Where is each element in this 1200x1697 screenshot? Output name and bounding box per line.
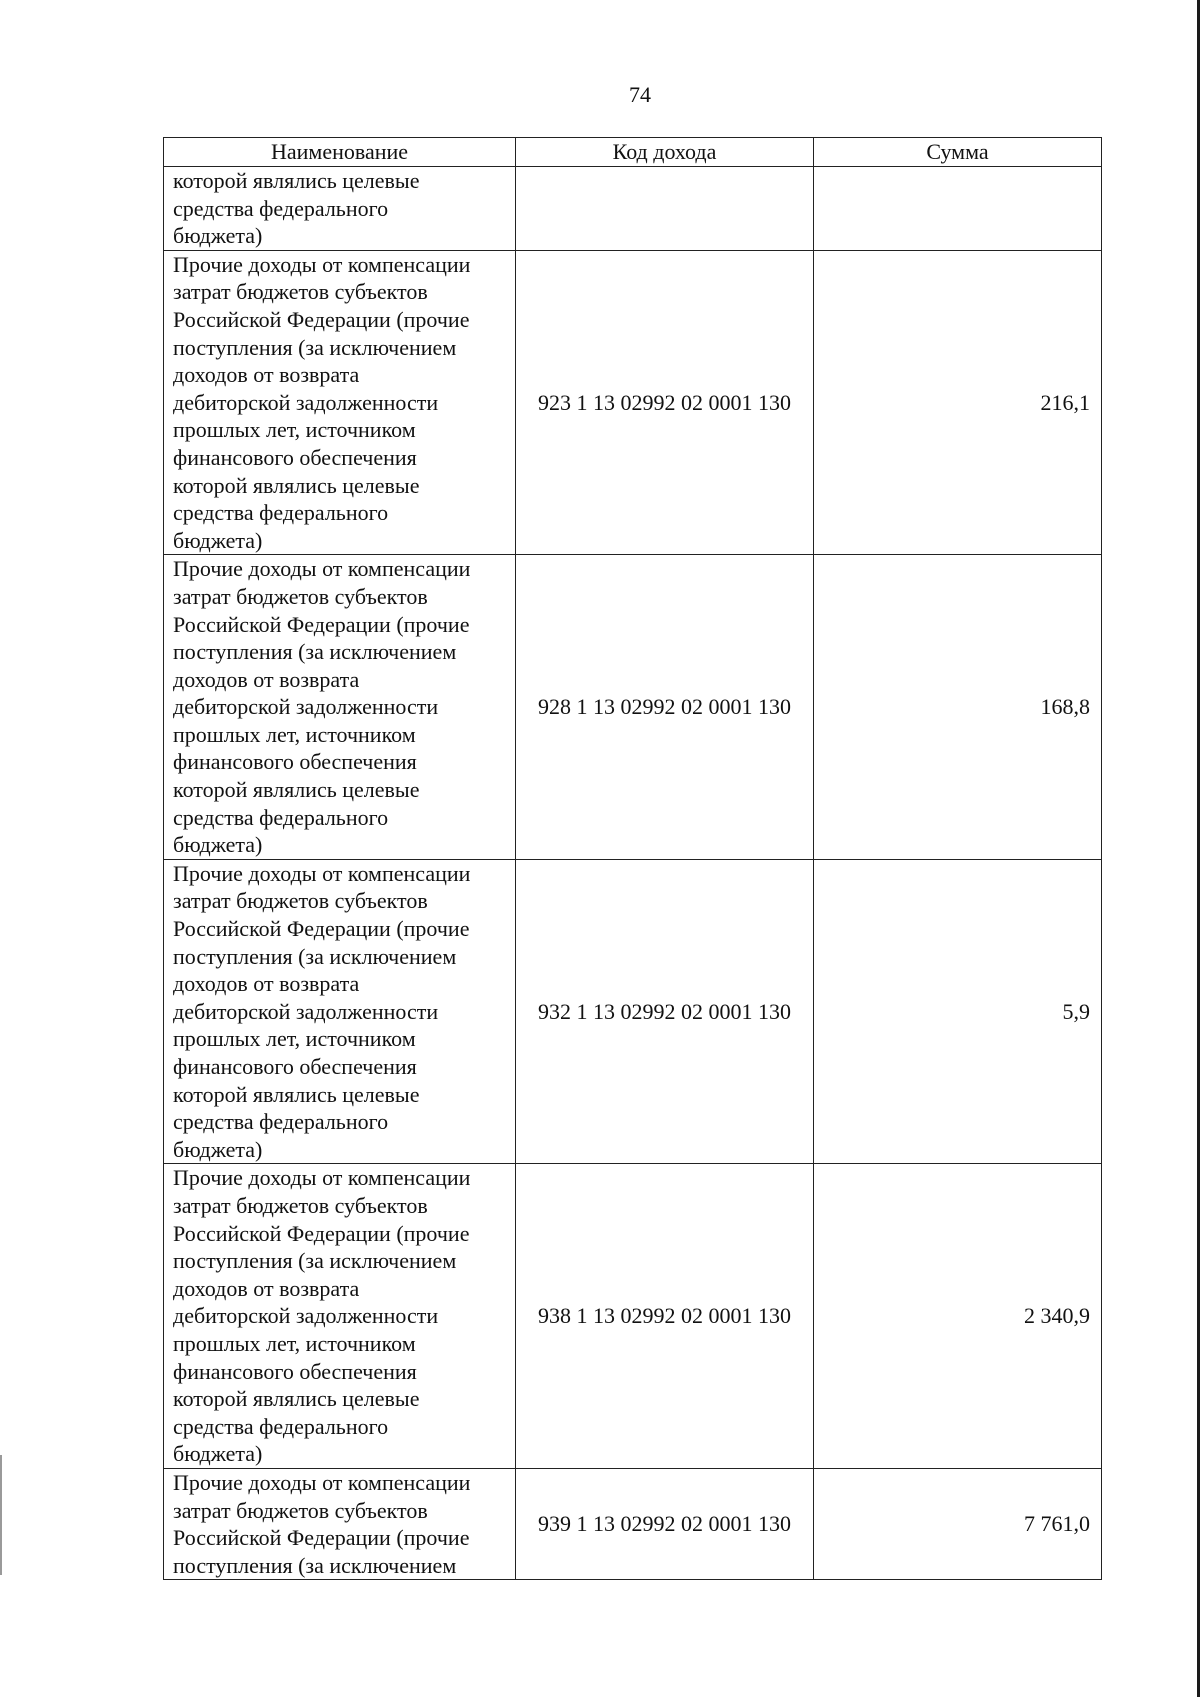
income-name-line: Российской Федерации (прочие xyxy=(173,1525,470,1551)
income-name-line: средства федерального xyxy=(173,500,389,526)
income-name-line: бюджета) xyxy=(173,527,263,553)
income-name-line: которой являлись целевые xyxy=(173,1386,420,1412)
income-name-cell xyxy=(164,1468,516,1579)
table-header-row xyxy=(164,138,1102,167)
income-code-cell: 939 1 13 02992 02 0001 130 xyxy=(516,1468,814,1579)
income-code-cell xyxy=(516,167,814,251)
table-row xyxy=(164,555,1102,860)
income-name-line: дебиторской задолженности xyxy=(173,694,439,720)
income-name-line: средства федерального xyxy=(173,1109,389,1135)
income-name-line: поступления (за исключением xyxy=(173,334,457,360)
income-name-line: средства федерального xyxy=(173,804,389,830)
page-number: 74 xyxy=(629,82,651,107)
income-name-line: Российской Федерации (прочие xyxy=(173,611,470,637)
income-name-line: Прочие доходы от компенсации xyxy=(173,556,471,582)
income-name-line: затрат бюджетов субъектов xyxy=(173,888,428,914)
income-name-line: которой являлись целевые xyxy=(173,777,420,803)
table-row xyxy=(164,1468,1102,1579)
income-name-cell xyxy=(164,859,516,1164)
income-sum-cell: 168,8 xyxy=(814,555,1102,860)
income-name-line: затрат бюджетов субъектов xyxy=(173,279,428,305)
income-name-line: бюджета) xyxy=(173,223,263,249)
income-name-cell xyxy=(164,167,516,251)
income-name-line: доходов от возврата xyxy=(173,666,360,692)
income-name-line: финансового обеспечения xyxy=(173,1358,417,1384)
income-name-line: доходов от возврата xyxy=(173,971,360,997)
income-table xyxy=(163,137,1102,1580)
income-name-line: доходов от возврата xyxy=(173,1275,360,1301)
income-name-line: бюджета) xyxy=(173,1136,263,1162)
income-name-line: поступления (за исключением xyxy=(173,639,457,665)
income-name-line: Прочие доходы от компенсации xyxy=(173,251,471,277)
income-name-line: прошлых лет, источником xyxy=(173,1026,416,1052)
income-code-cell: 928 1 13 02992 02 0001 130 xyxy=(516,555,814,860)
income-name-line: прошлых лет, источником xyxy=(173,1330,416,1356)
income-name-line: доходов от возврата xyxy=(173,362,360,388)
income-name-line: бюджета) xyxy=(173,832,263,858)
income-name-line: бюджета) xyxy=(173,1441,263,1467)
table-row xyxy=(164,1164,1102,1469)
income-name-line: которой являлись целевые xyxy=(173,1081,420,1107)
header-sum: Сумма xyxy=(814,138,1102,167)
income-name-line: поступления (за исключением xyxy=(173,943,457,969)
income-name-line: затрат бюджетов субъектов xyxy=(173,583,428,609)
income-code-cell: 923 1 13 02992 02 0001 130 xyxy=(516,250,814,555)
income-sum-cell: 5,9 xyxy=(814,859,1102,1164)
income-name-line: дебиторской задолженности xyxy=(173,1303,439,1329)
income-name-line: Прочие доходы от компенсации xyxy=(173,1469,471,1495)
income-name-cell xyxy=(164,250,516,555)
income-name-line: которой являлись целевые xyxy=(173,168,420,193)
income-name-line: прошлых лет, источником xyxy=(173,721,416,747)
income-name-line: поступления (за исключением xyxy=(173,1248,457,1274)
income-name-line: поступления (за исключением xyxy=(173,1552,457,1578)
income-name-line: финансового обеспечения xyxy=(173,1054,417,1079)
income-name-cell xyxy=(164,1164,516,1469)
income-name-line: Российской Федерации (прочие xyxy=(173,916,470,942)
income-sum-cell xyxy=(814,167,1102,251)
income-name-line: средства федерального xyxy=(173,195,389,221)
income-name-line: затрат бюджетов субъектов xyxy=(173,1192,428,1218)
income-sum-cell: 216,1 xyxy=(814,250,1102,555)
income-sum-cell: 2 340,9 xyxy=(814,1164,1102,1469)
table-row xyxy=(164,859,1102,1164)
income-name-line: дебиторской задолженности xyxy=(173,389,439,415)
income-name-line: затрат бюджетов субъектов xyxy=(173,1497,428,1523)
income-name-line: Прочие доходы от компенсации xyxy=(173,1165,471,1191)
income-name-line: средства федерального xyxy=(173,1413,389,1439)
table-row xyxy=(164,167,1102,251)
table-row xyxy=(164,250,1102,555)
income-code-cell: 932 1 13 02992 02 0001 130 xyxy=(516,859,814,1164)
income-code-cell: 938 1 13 02992 02 0001 130 xyxy=(516,1164,814,1469)
income-name-line: финансового обеспечения xyxy=(173,444,417,470)
income-name-line: финансового обеспечения xyxy=(173,749,417,775)
header-name: Наименование xyxy=(164,138,516,167)
income-name-line: прошлых лет, источником xyxy=(173,417,416,443)
income-name-cell xyxy=(164,555,516,860)
scan-edge-left xyxy=(0,1455,2,1575)
income-name-line: Российской Федерации (прочие xyxy=(173,306,470,332)
income-name-line: Российской Федерации (прочие xyxy=(173,1220,470,1246)
income-name-line: Прочие доходы от компенсации xyxy=(173,860,471,886)
table-body xyxy=(164,167,1102,1580)
header-code: Код дохода xyxy=(516,138,814,167)
income-name-line: дебиторской задолженности xyxy=(173,998,439,1024)
income-sum-cell: 7 761,0 xyxy=(814,1468,1102,1579)
income-name-line: которой являлись целевые xyxy=(173,472,420,498)
